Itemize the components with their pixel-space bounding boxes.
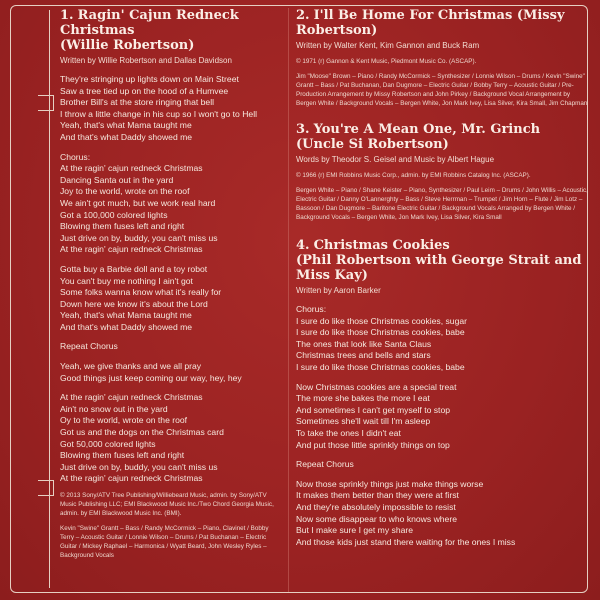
song-title	[296, 122, 591, 137]
song-title-text: You're A Mean One, Mr. Grinch	[313, 122, 541, 137]
song-artist: (Uncle Si Robertson)	[296, 137, 449, 152]
songwriter-credit: Words by Theodor S. Geisel and Music by Albert Hague	[296, 155, 495, 164]
track-number: 4.	[296, 238, 310, 253]
personnel-credits: Jim "Moose" Brown – Piano / Randy McCormick – Synthesizer / Lonnie Wilson – Drums / Kevin "Swine" Grantt – Bass / Pat Buchanan, Dan Dugmore – Electric Guitar / Bobby Terry – Acoustic Guitar / Pre- Production Arrangement by Missy Robertson and John Pirkey / Background Vocal Arrangement by Bergen White / Background Vocals – Bergen White, Jon Mark Ivey, Lisa Silver, Kira Small, Jim Chapman	[296, 73, 588, 107]
song-title-text: Ragin' Cajun Redneck Christmas	[60, 8, 239, 38]
song-title	[296, 8, 591, 38]
songwriter-credit: Written by Willie Robertson and Dallas Davidson	[60, 56, 232, 65]
copyright-notice: © 1966 (r) EMI Robbins Music Corp., admin. by EMI Robbins Catalog Inc. (ASCAP).	[296, 172, 531, 179]
lyrics-repeat: Repeat Chorus	[60, 341, 118, 352]
song-title-text: Christmas Cookies	[313, 238, 450, 253]
lyrics-chorus: At the ragin' cajun redneck Christmas Ain't no snow out in the yard Oy to the world, wrote on the roof Got us and the dogs on the Christmas card Got 50,000 colored lights Blowing them fuses left and right Just drive on by, buddy, you can't miss us At the ragin' cajun redneck Christmas	[60, 392, 224, 484]
track-number: 1.	[60, 8, 74, 23]
songwriter-credit: Written by Aaron Barker	[296, 286, 381, 295]
column-divider	[288, 8, 289, 592]
border-notch	[38, 480, 54, 496]
song-title-text: I'll Be Home For Christmas (Missy Robertson)	[296, 8, 565, 38]
lyrics-verse: They're stringing up lights down on Main Street Saw a tree tied up on the hood of a Humvee Brother Bill's at the store ringing that bell I throw a little change in his cup so I won't go to Hell Yeah, that's what Mama taught me And that's what Daddy showed me	[60, 74, 258, 142]
copyright-notice: © 1971 (r) Gannon & Kent Music, Piedmont Music Co. (ASCAP).	[296, 58, 477, 65]
right-column	[296, 8, 591, 548]
lyrics-chorus: Chorus: At the ragin' cajun redneck Christmas Dancing Santa out in the yard Joy to the world, wrote on the roof We ain't got much, but we work real hard Got a 100,000 colored lights Blowing them fuses left and right Just drive on by, buddy, you can't miss us At the ragin' cajun redneck Christmas	[60, 151, 218, 255]
song-artist: (Phil Robertson with George Strait and Miss Kay)	[296, 253, 582, 283]
songwriter-credit: Written by Walter Kent, Kim Gannon and Buck Ram	[296, 41, 480, 50]
song-3	[296, 122, 591, 222]
personnel-credits: Kevin "Swine" Grantt – Bass / Randy McCormick – Piano, Clavinet / Bobby Terry – Acoustic Guitar / Lonnie Wilson – Drums / Pat Buchanan – Electric Guitar / Mickey Raphael – Harmonica / Wyatt Beard, John Wesley Ryles – Background Vocals	[60, 525, 269, 559]
lyrics-verse: Now those sprinkly things just make things worse It makes them better than they were at first And they're absolutely impossible to resist Now some disappear to who knows where But I make sure I get my share And those kids just stand there waiting for the ones I miss	[296, 478, 516, 547]
personnel-credits: Bergen White – Piano / Shane Keister – Piano, Synthesizer / Paul Leim – Drums / John Willis – Acoustic, Electric Guitar / Danny O'Lannerghty – Bass / Steve Herrman – Trumpet / Jim Horn – Flute / Jim Lotz – Bassoon / Dan Dugmore – Baritone Electric Guitar / Background Vocals Arranged by Bergen White / Background Vocals – Bergen White, Jon Mark Ivey, Lisa Silver, Kira Small	[296, 187, 588, 221]
lyrics-repeat: Repeat Chorus	[296, 459, 354, 470]
song-title	[60, 8, 282, 38]
copyright-notice: © 2013 Sony/ATV Tree Publishing/Williebeard Music, admin. by Sony/ATV Music Publishing LLC; EMI Blackwood Music Inc./Two Chord Georgia Music, admin. by EMI Blackwood Music Inc. (BMI).	[60, 492, 274, 517]
song-1	[60, 8, 282, 560]
song-4	[296, 238, 591, 548]
border-notch	[38, 95, 54, 111]
track-number: 2.	[296, 8, 310, 23]
lyrics-verse: Now Christmas cookies are a special treat The more she bakes the more I eat And sometimes I can't get myself to stop Sometimes she'll wait till I'm asleep To take the ones I didn't eat And put those little sprinkly things on top	[296, 381, 457, 450]
lyrics-verse: Gotta buy a Barbie doll and a toy robot You can't buy me nothing I ain't got Some folks wanna know what it's really for Down here we know it's about the Lord Yeah, that's what Mama taught me And that's what Daddy showed me	[60, 263, 222, 332]
left-column	[60, 8, 282, 560]
lyrics-chorus: Chorus: I sure do like those Christmas cookies, sugar I sure do like those Christmas cookies, babe The ones that look like Santa Claus Christmas trees and bells and stars I sure do like those Christmas cookies, babe	[296, 304, 467, 372]
song-2	[296, 8, 591, 108]
track-number: 3.	[296, 122, 310, 137]
lyrics-bridge: Yeah, we give thanks and we all pray Good things just keep coming our way, hey, hey	[60, 361, 242, 383]
song-artist: (Willie Robertson)	[60, 38, 195, 53]
song-title	[296, 238, 591, 253]
